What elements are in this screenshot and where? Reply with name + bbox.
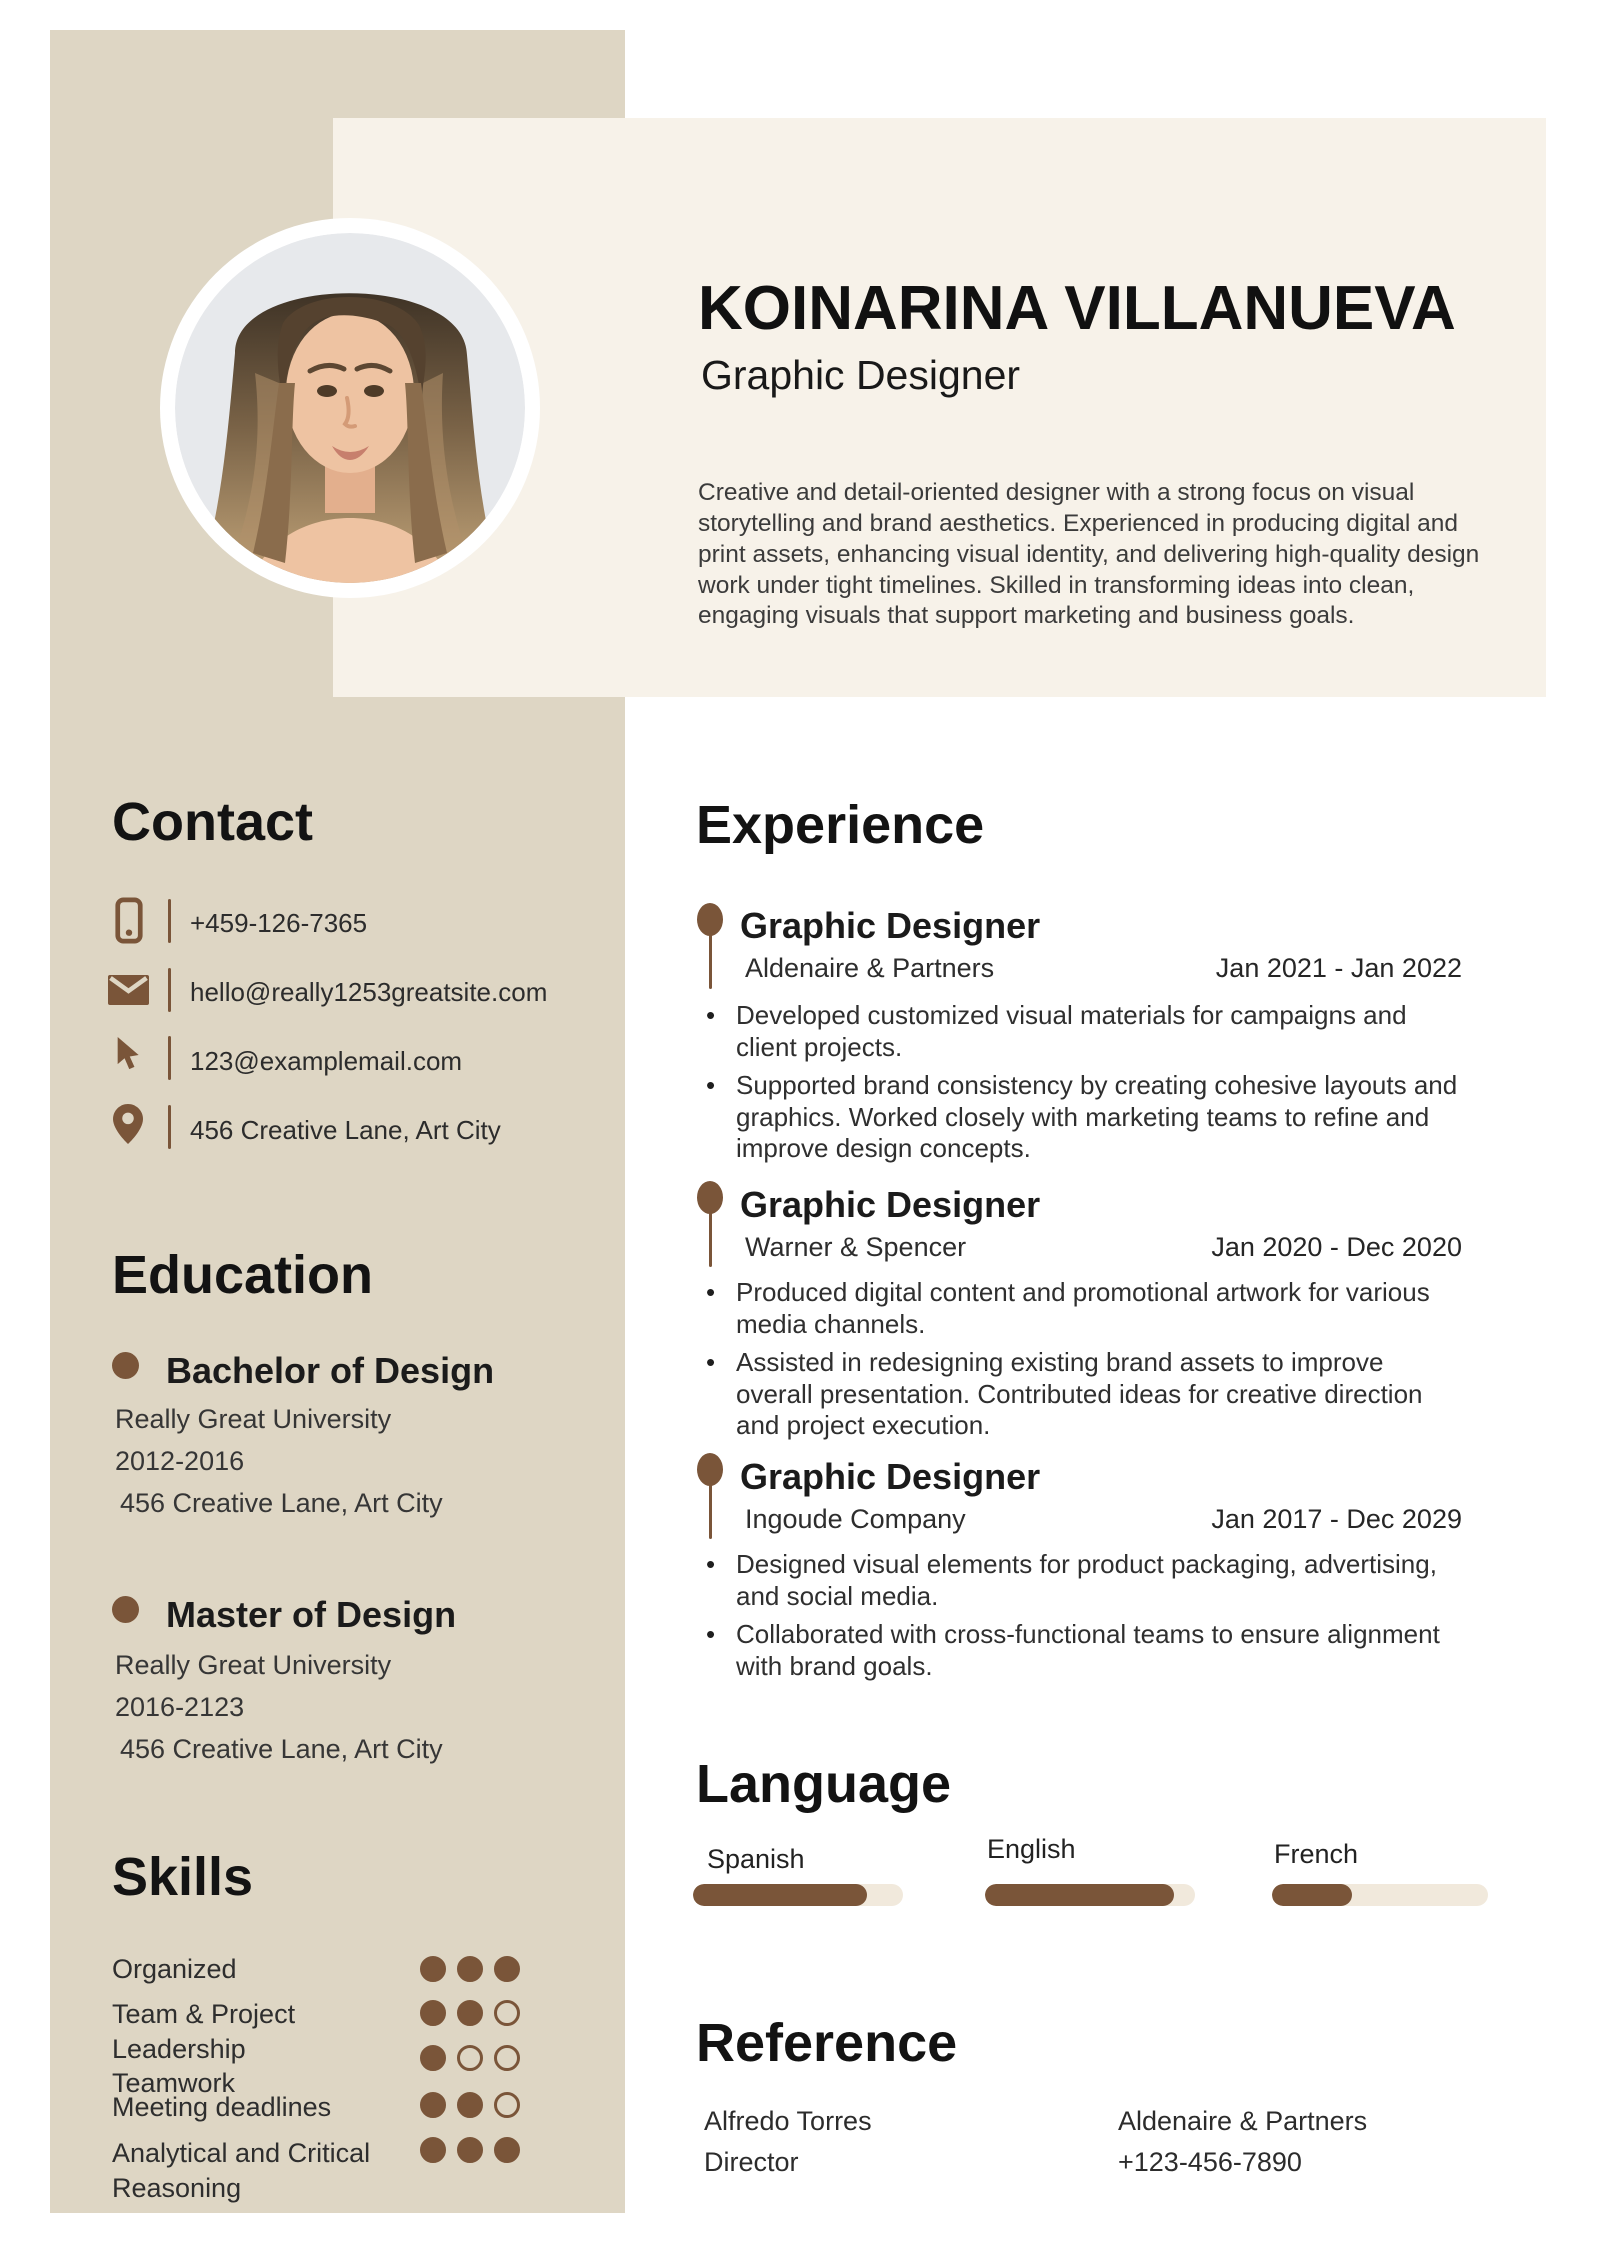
job-bullet: • Developed customized visual materials for campaigns and client projects. — [700, 1000, 1465, 1063]
job-bullets — [700, 1277, 1465, 1449]
education-years: 2012-2016 — [115, 1446, 245, 1476]
skills-heading: Skills — [112, 1847, 254, 1907]
skill-rating — [420, 2045, 520, 2071]
job-bullets — [700, 1549, 1465, 1689]
contact-divider — [168, 899, 171, 943]
reference-company: Aldenaire & Partners — [1118, 2106, 1368, 2136]
reference-heading: Reference — [696, 2013, 958, 2073]
timeline-pin-icon — [697, 903, 723, 989]
reference-phone: +123-456-7890 — [1118, 2147, 1302, 2177]
portrait-illustration — [175, 233, 525, 583]
person-name: KOINARINA VILLANUEVA — [698, 274, 1456, 343]
contact-divider — [168, 968, 171, 1012]
skill-label: Teamwork — [112, 2068, 236, 2098]
bullet-dot-icon — [112, 1596, 139, 1623]
skill-label: Team & Project Leadership — [112, 1999, 296, 2064]
skill-label: Organized — [112, 1954, 237, 1984]
profile-summary: Creative and detail-oriented designer with a strong focus on visual storytelling and brand aesthetics. Experienced in producing digital and print assets, enhancing visual identity, and delivering high-quality design work under tight timelines. Skilled in transforming ideas into clean, engaging visuals that support marketing and business goals. — [698, 479, 1480, 630]
contact-divider — [168, 1036, 171, 1080]
timeline-pin-icon — [697, 1181, 723, 1267]
job-bullet: • Produced digital content and promotional artwork for various media channels. — [700, 1277, 1465, 1340]
phone-icon — [114, 897, 144, 949]
language-heading: Language — [696, 1754, 952, 1814]
job-title: Graphic Designer — [740, 905, 1041, 946]
education-address: 456 Creative Lane, Art City — [120, 1734, 443, 1764]
skill-rating — [420, 1956, 520, 1982]
contact-address: 456 Creative Lane, Art City — [190, 1115, 501, 1145]
job-title: Graphic Designer — [740, 1456, 1041, 1497]
skill-rating — [420, 2137, 520, 2163]
job-bullet: • Assisted in redesigning existing brand assets to improve overall presentation. Contributed ideas for creative direction and project execution. — [700, 1347, 1465, 1442]
contact-heading: Contact — [112, 792, 313, 852]
cursor-icon — [115, 1037, 145, 1079]
education-degree: Master of Design — [166, 1594, 457, 1635]
job-dates: Jan 2017 - Dec 2029 — [1211, 1504, 1462, 1534]
job-company: Warner & Spencer — [745, 1232, 967, 1262]
job-title: Graphic Designer — [740, 1184, 1041, 1225]
job-dates: Jan 2021 - Jan 2022 — [1215, 953, 1462, 983]
skill-rating — [420, 2092, 520, 2118]
skill-label: Meeting deadlines — [112, 2092, 332, 2122]
job-bullet: • Designed visual elements for product packaging, advertising, and social media. — [700, 1549, 1465, 1612]
job-bullet: • Supported brand consistency by creating cohesive layouts and graphics. Worked closely with marketing teams to refine and improve design concepts. — [700, 1070, 1465, 1165]
map-pin-icon — [113, 1104, 143, 1149]
education-degree: Bachelor of Design — [166, 1350, 495, 1391]
job-dates: Jan 2020 - Dec 2020 — [1211, 1232, 1462, 1262]
contact-divider — [168, 1105, 171, 1149]
education-address: 456 Creative Lane, Art City — [120, 1488, 443, 1518]
language-label: French — [1274, 1839, 1359, 1869]
language-bar — [1272, 1884, 1488, 1906]
reference-position: Director — [704, 2147, 799, 2177]
skill-label: Analytical and Critical Reasoning — [112, 2138, 371, 2203]
profile-photo — [160, 218, 540, 598]
education-heading: Education — [112, 1245, 374, 1305]
education-school: Really Great University — [115, 1650, 392, 1680]
language-label: English — [987, 1834, 1076, 1864]
education-school: Really Great University — [115, 1404, 392, 1434]
experience-heading: Experience — [696, 795, 985, 855]
job-bullet: • Collaborated with cross-functional teams to ensure alignment with brand goals. — [700, 1619, 1465, 1682]
language-bar — [693, 1884, 903, 1906]
bullet-dot-icon — [112, 1352, 139, 1379]
language-label: Spanish — [707, 1844, 805, 1874]
language-bar — [985, 1884, 1195, 1906]
envelope-icon — [108, 975, 149, 1010]
job-company: Aldenaire & Partners — [745, 953, 995, 983]
job-company: Ingoude Company — [745, 1504, 966, 1534]
contact-email: hello@really1253greatsite.com — [190, 977, 548, 1007]
education-years: 2016-2123 — [115, 1692, 245, 1722]
contact-alt-email: 123@examplemail.com — [190, 1046, 463, 1076]
contact-phone: +459-126-7365 — [190, 908, 368, 938]
job-bullets — [700, 1000, 1465, 1172]
person-role: Graphic Designer — [701, 352, 1021, 398]
timeline-pin-icon — [697, 1453, 723, 1539]
reference-name: Alfredo Torres — [704, 2106, 872, 2136]
skill-rating — [420, 2000, 520, 2026]
